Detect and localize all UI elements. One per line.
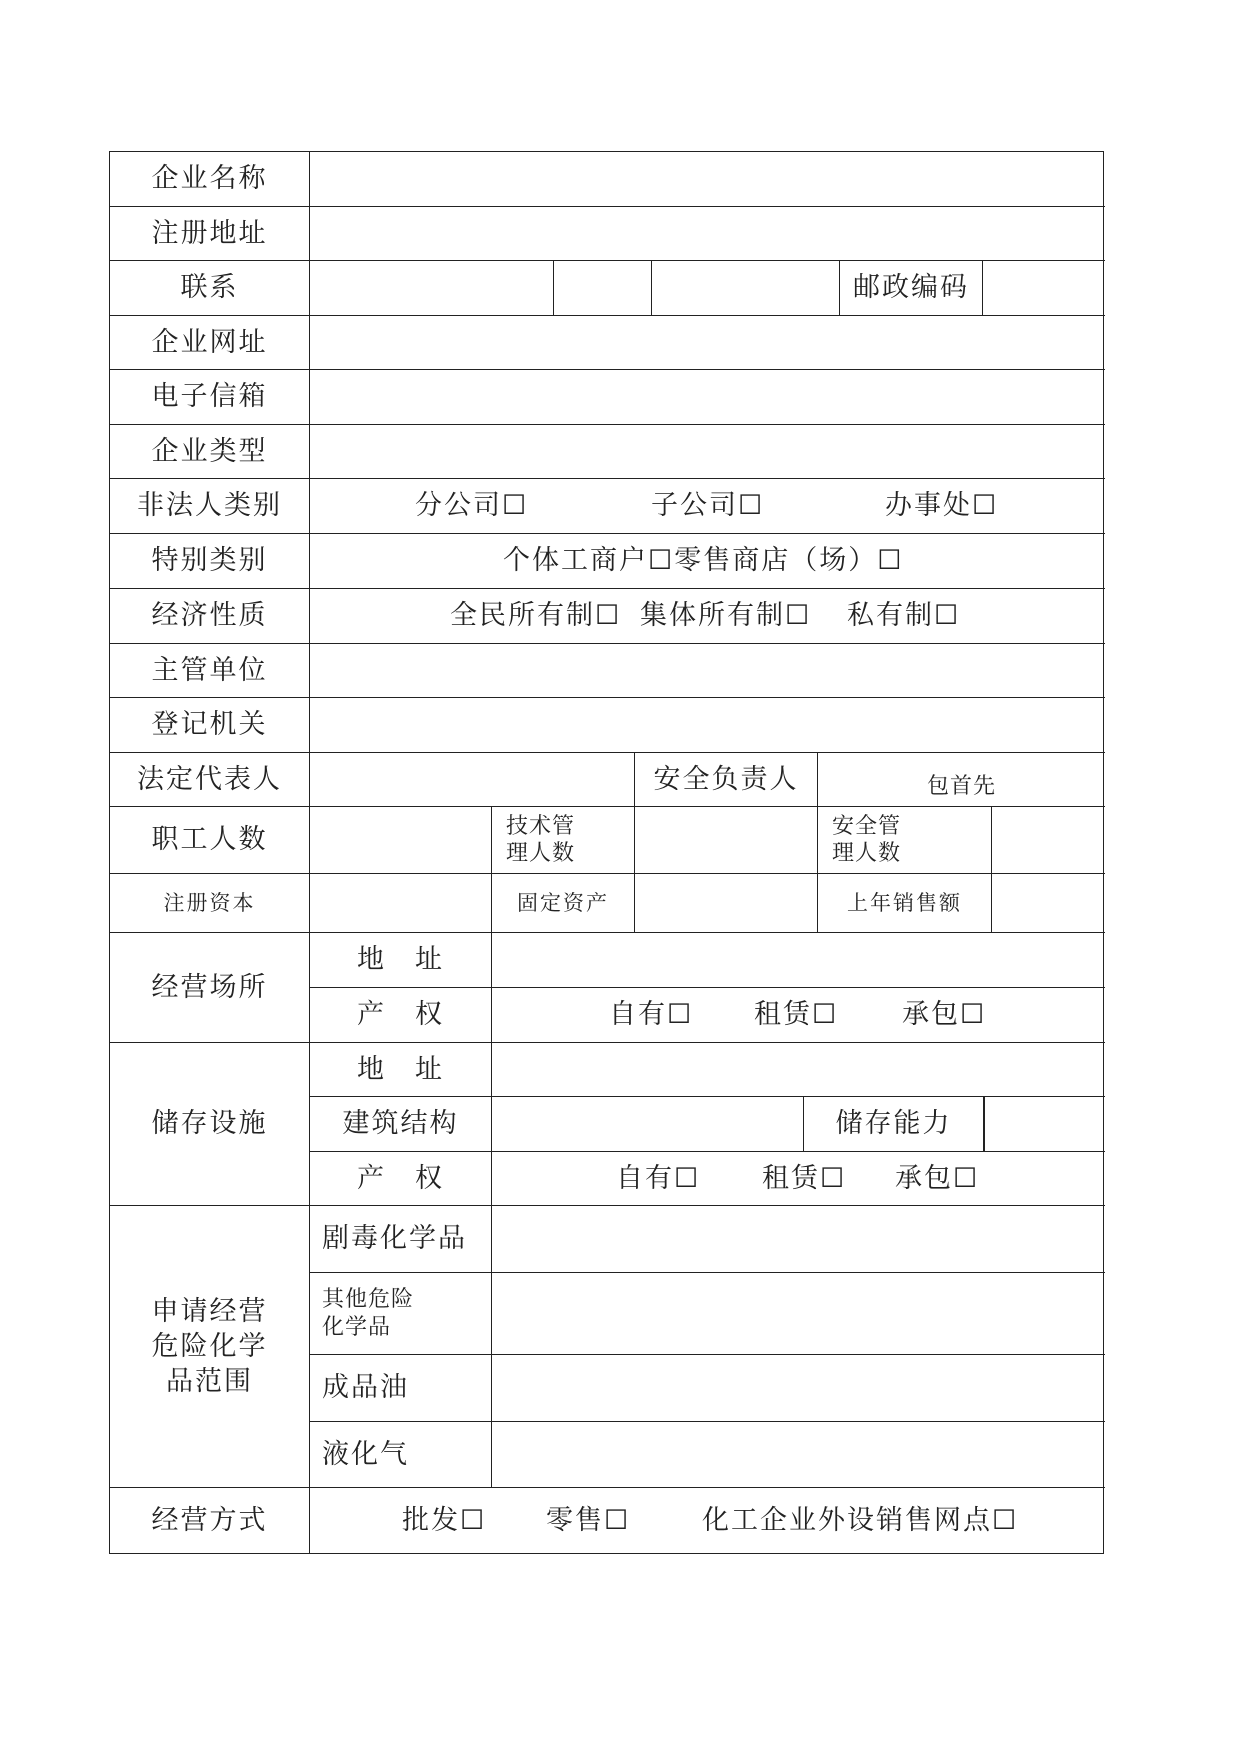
supervisor-label: 主管单位 xyxy=(110,644,310,698)
website-field[interactable] xyxy=(310,316,1105,370)
premises-address-label: 地 址 xyxy=(310,933,492,988)
individual-retail-checkbox[interactable]: 个体工商户☐零售商店（场）☐ xyxy=(503,545,904,577)
storage-leased-checkbox[interactable]: 租赁☐ xyxy=(762,1162,847,1194)
premises-property-label: 产 权 xyxy=(310,988,492,1043)
contact-label: 联系 xyxy=(110,261,310,316)
supervisor-field[interactable] xyxy=(310,644,1105,698)
staff-count-label: 职工人数 xyxy=(110,807,310,874)
premises-contracted-checkbox[interactable]: 承包☐ xyxy=(902,999,987,1031)
postcode-label: 邮政编码 xyxy=(840,261,983,316)
postcode-field[interactable] xyxy=(983,261,1105,316)
premises-owned-checkbox[interactable]: 自有☐ xyxy=(609,999,694,1031)
company-type-label: 企业类型 xyxy=(110,425,310,479)
registered-capital-field[interactable] xyxy=(310,874,492,933)
storage-contracted-checkbox[interactable]: 承包☐ xyxy=(895,1162,980,1194)
hazardous-chemicals-scope-label: 申请经营 危险化学 品范围 xyxy=(110,1206,310,1488)
safety-mgmt-count-field[interactable] xyxy=(992,807,1105,874)
economic-nature-label: 经济性质 xyxy=(110,589,310,644)
non-legal-category-label: 非法人类别 xyxy=(110,479,310,534)
special-category-options xyxy=(310,534,1105,589)
reg-address-label: 注册地址 xyxy=(110,207,310,261)
email-field[interactable] xyxy=(310,370,1105,425)
legal-representative-label: 法定代表人 xyxy=(110,753,310,807)
collective-checkbox[interactable]: 集体所有制☐ xyxy=(640,600,812,632)
storage-address-field[interactable] xyxy=(492,1043,1105,1097)
non-legal-category-options xyxy=(310,479,1105,534)
premises-leased-checkbox[interactable]: 租赁☐ xyxy=(754,999,839,1031)
building-structure-label: 建筑结构 xyxy=(310,1097,492,1152)
safety-officer-value[interactable]: 包首先 xyxy=(818,753,1105,807)
registered-capital-label: 注册资本 xyxy=(110,874,310,933)
legal-representative-field[interactable] xyxy=(310,753,635,807)
private-checkbox[interactable]: 私有制☐ xyxy=(847,600,961,632)
reg-address-field[interactable] xyxy=(310,207,1105,261)
business-premises-label: 经营场所 xyxy=(110,933,310,1043)
safety-officer-label: 安全负责人 xyxy=(635,753,818,807)
retail-checkbox[interactable]: 零售☐ xyxy=(546,1505,631,1537)
state-owned-checkbox[interactable]: 全民所有制☐ xyxy=(450,600,622,632)
refined-oil-field[interactable] xyxy=(492,1355,1105,1422)
building-structure-field[interactable] xyxy=(492,1097,804,1152)
other-hazardous-chemicals-label: 其他危险 化学品 xyxy=(310,1273,492,1355)
highly-toxic-chemicals-label: 剧毒化学品 xyxy=(310,1206,492,1273)
chemical-outlet-checkbox[interactable]: 化工企业外设销售网点☐ xyxy=(702,1505,1019,1537)
other-hazardous-chemicals-field[interactable] xyxy=(492,1273,1105,1355)
premises-property-options xyxy=(492,988,1105,1043)
contact-field-2[interactable] xyxy=(554,261,652,316)
office-checkbox[interactable]: 办事处☐ xyxy=(885,490,999,522)
tech-mgmt-count-field[interactable] xyxy=(635,807,818,874)
highly-toxic-chemicals-field[interactable] xyxy=(492,1206,1105,1273)
economic-nature-options xyxy=(310,589,1105,644)
contact-field-3[interactable] xyxy=(652,261,840,316)
business-mode-label: 经营方式 xyxy=(110,1488,310,1554)
fixed-assets-field[interactable] xyxy=(635,874,818,933)
storage-capacity-field[interactable] xyxy=(985,1097,1105,1152)
premises-address-field[interactable] xyxy=(492,933,1105,988)
storage-property-label: 产 权 xyxy=(310,1152,492,1206)
website-label: 企业网址 xyxy=(110,316,310,370)
branch-company-checkbox[interactable]: 分公司☐ xyxy=(415,490,529,522)
storage-address-label: 地 址 xyxy=(310,1043,492,1097)
fixed-assets-label: 固定资产 xyxy=(492,874,635,933)
liquefied-gas-label: 液化气 xyxy=(310,1422,492,1488)
safety-mgmt-count-label: 安全管 理人数 xyxy=(818,807,992,874)
subsidiary-checkbox[interactable]: 子公司☐ xyxy=(651,490,765,522)
registration-authority-label: 登记机关 xyxy=(110,698,310,753)
storage-capacity-label: 储存能力 xyxy=(804,1097,985,1152)
company-name-field[interactable] xyxy=(310,152,1105,207)
email-label: 电子信箱 xyxy=(110,370,310,425)
wholesale-checkbox[interactable]: 批发☐ xyxy=(402,1505,487,1537)
registration-authority-field[interactable] xyxy=(310,698,1105,753)
application-form-table xyxy=(109,151,1104,1554)
tech-mgmt-count-label: 技术管 理人数 xyxy=(492,807,635,874)
last-year-sales-label: 上年销售额 xyxy=(818,874,992,933)
refined-oil-label: 成品油 xyxy=(310,1355,492,1422)
company-type-field[interactable] xyxy=(310,425,1105,479)
special-category-label: 特别类别 xyxy=(110,534,310,589)
storage-owned-checkbox[interactable]: 自有☐ xyxy=(616,1162,701,1194)
last-year-sales-field[interactable] xyxy=(992,874,1105,933)
storage-facility-label: 储存设施 xyxy=(110,1043,310,1206)
staff-count-field[interactable] xyxy=(310,807,492,874)
company-name-label: 企业名称 xyxy=(110,152,310,207)
storage-property-options xyxy=(492,1152,1105,1206)
contact-field-1[interactable] xyxy=(310,261,554,316)
liquefied-gas-field[interactable] xyxy=(492,1422,1105,1488)
business-mode-options xyxy=(310,1488,1105,1554)
